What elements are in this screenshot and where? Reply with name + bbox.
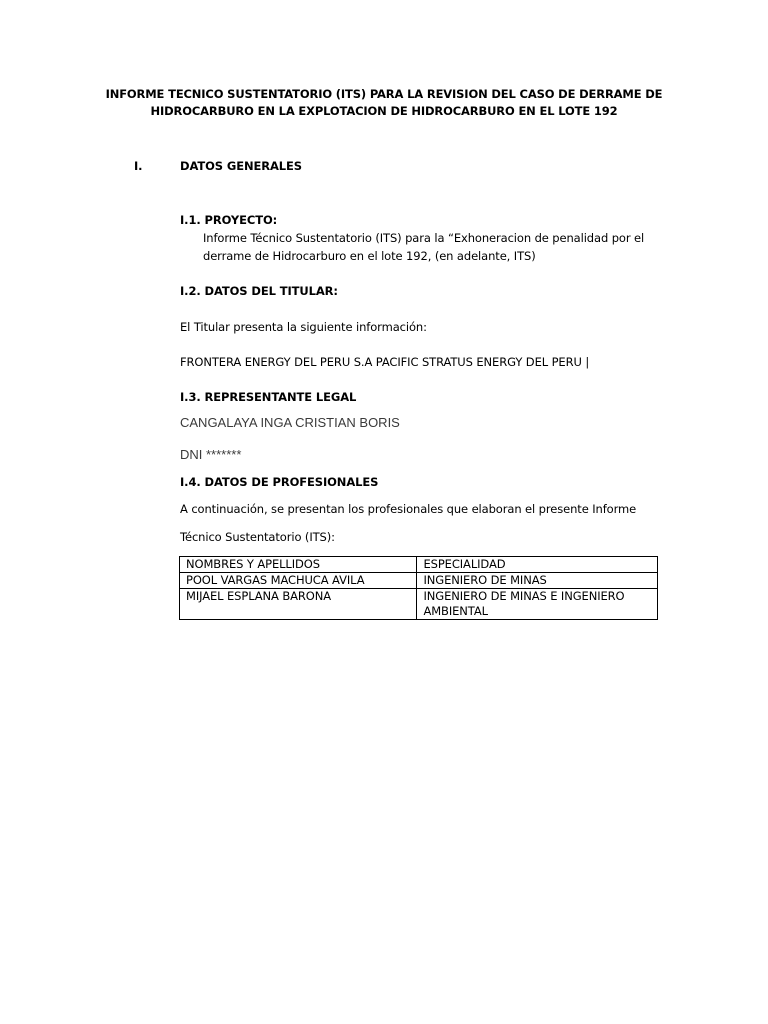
table-cell-especialidad: INGENIERO DE MINAS [417,573,658,589]
table-header-nombres: NOMBRES Y APELLIDOS [180,557,417,573]
representante-dni: DNI ******* [180,447,242,462]
profesionales-intro-line-2: Técnico Sustentatorio (ITS): [180,530,335,544]
table-cell-especialidad [417,589,658,620]
proyecto-text-line-1: Informe Técnico Sustentatorio (ITS) para la “Exhoneracion de penalidad por el [203,231,645,245]
table-header-especialidad: ESPECIALIDAD [417,557,658,573]
table-cell-especialidad-line-2: AMBIENTAL [423,604,488,618]
title-line-1: INFORME TECNICO SUSTENTATORIO (ITS) PARA LA REVISION DEL CASO DE DERRAME DE [105,87,663,101]
table-cell-especialidad-line-1: INGENIERO DE MINAS E INGENIERO [423,589,625,603]
subsection-heading-profesionales: I.4. DATOS DE PROFESIONALES [180,475,379,489]
titular-company: FRONTERA ENERGY DEL PERU S.A PACIFIC STRATUS ENERGY DEL PERU | [180,355,590,369]
proyecto-text-line-2: derrame de Hidrocarburo en el lote 192, (en adelante, ITS) [203,249,536,263]
representante-name: CANGALAYA INGA CRISTIAN BORIS [180,415,400,430]
subsection-heading-titular: I.2. DATOS DEL TITULAR: [180,284,338,298]
subsection-heading-representante: I.3. REPRESENTANTE LEGAL [180,390,357,404]
section-heading-datos-generales: DATOS GENERALES [180,159,302,173]
profesionales-table [179,556,658,620]
table-cell-nombre: MIJAEL ESPLANA BARONA [180,589,417,620]
table-header-row [180,557,658,573]
table-cell-nombre: POOL VARGAS MACHUCA AVILA [180,573,417,589]
subsection-heading-proyecto: I.1. PROYECTO: [180,213,278,227]
title-line-2: HIDROCARBURO EN LA EXPLOTACION DE HIDROCARBURO EN EL LOTE 192 [150,104,618,118]
document-title [100,86,668,120]
titular-intro: El Titular presenta la siguiente información: [180,320,427,334]
table-row [180,573,658,589]
section-number: I. [134,159,143,173]
table-row [180,589,658,620]
profesionales-intro-line-1: A continuación, se presentan los profesionales que elaboran el presente Informe [180,502,637,516]
